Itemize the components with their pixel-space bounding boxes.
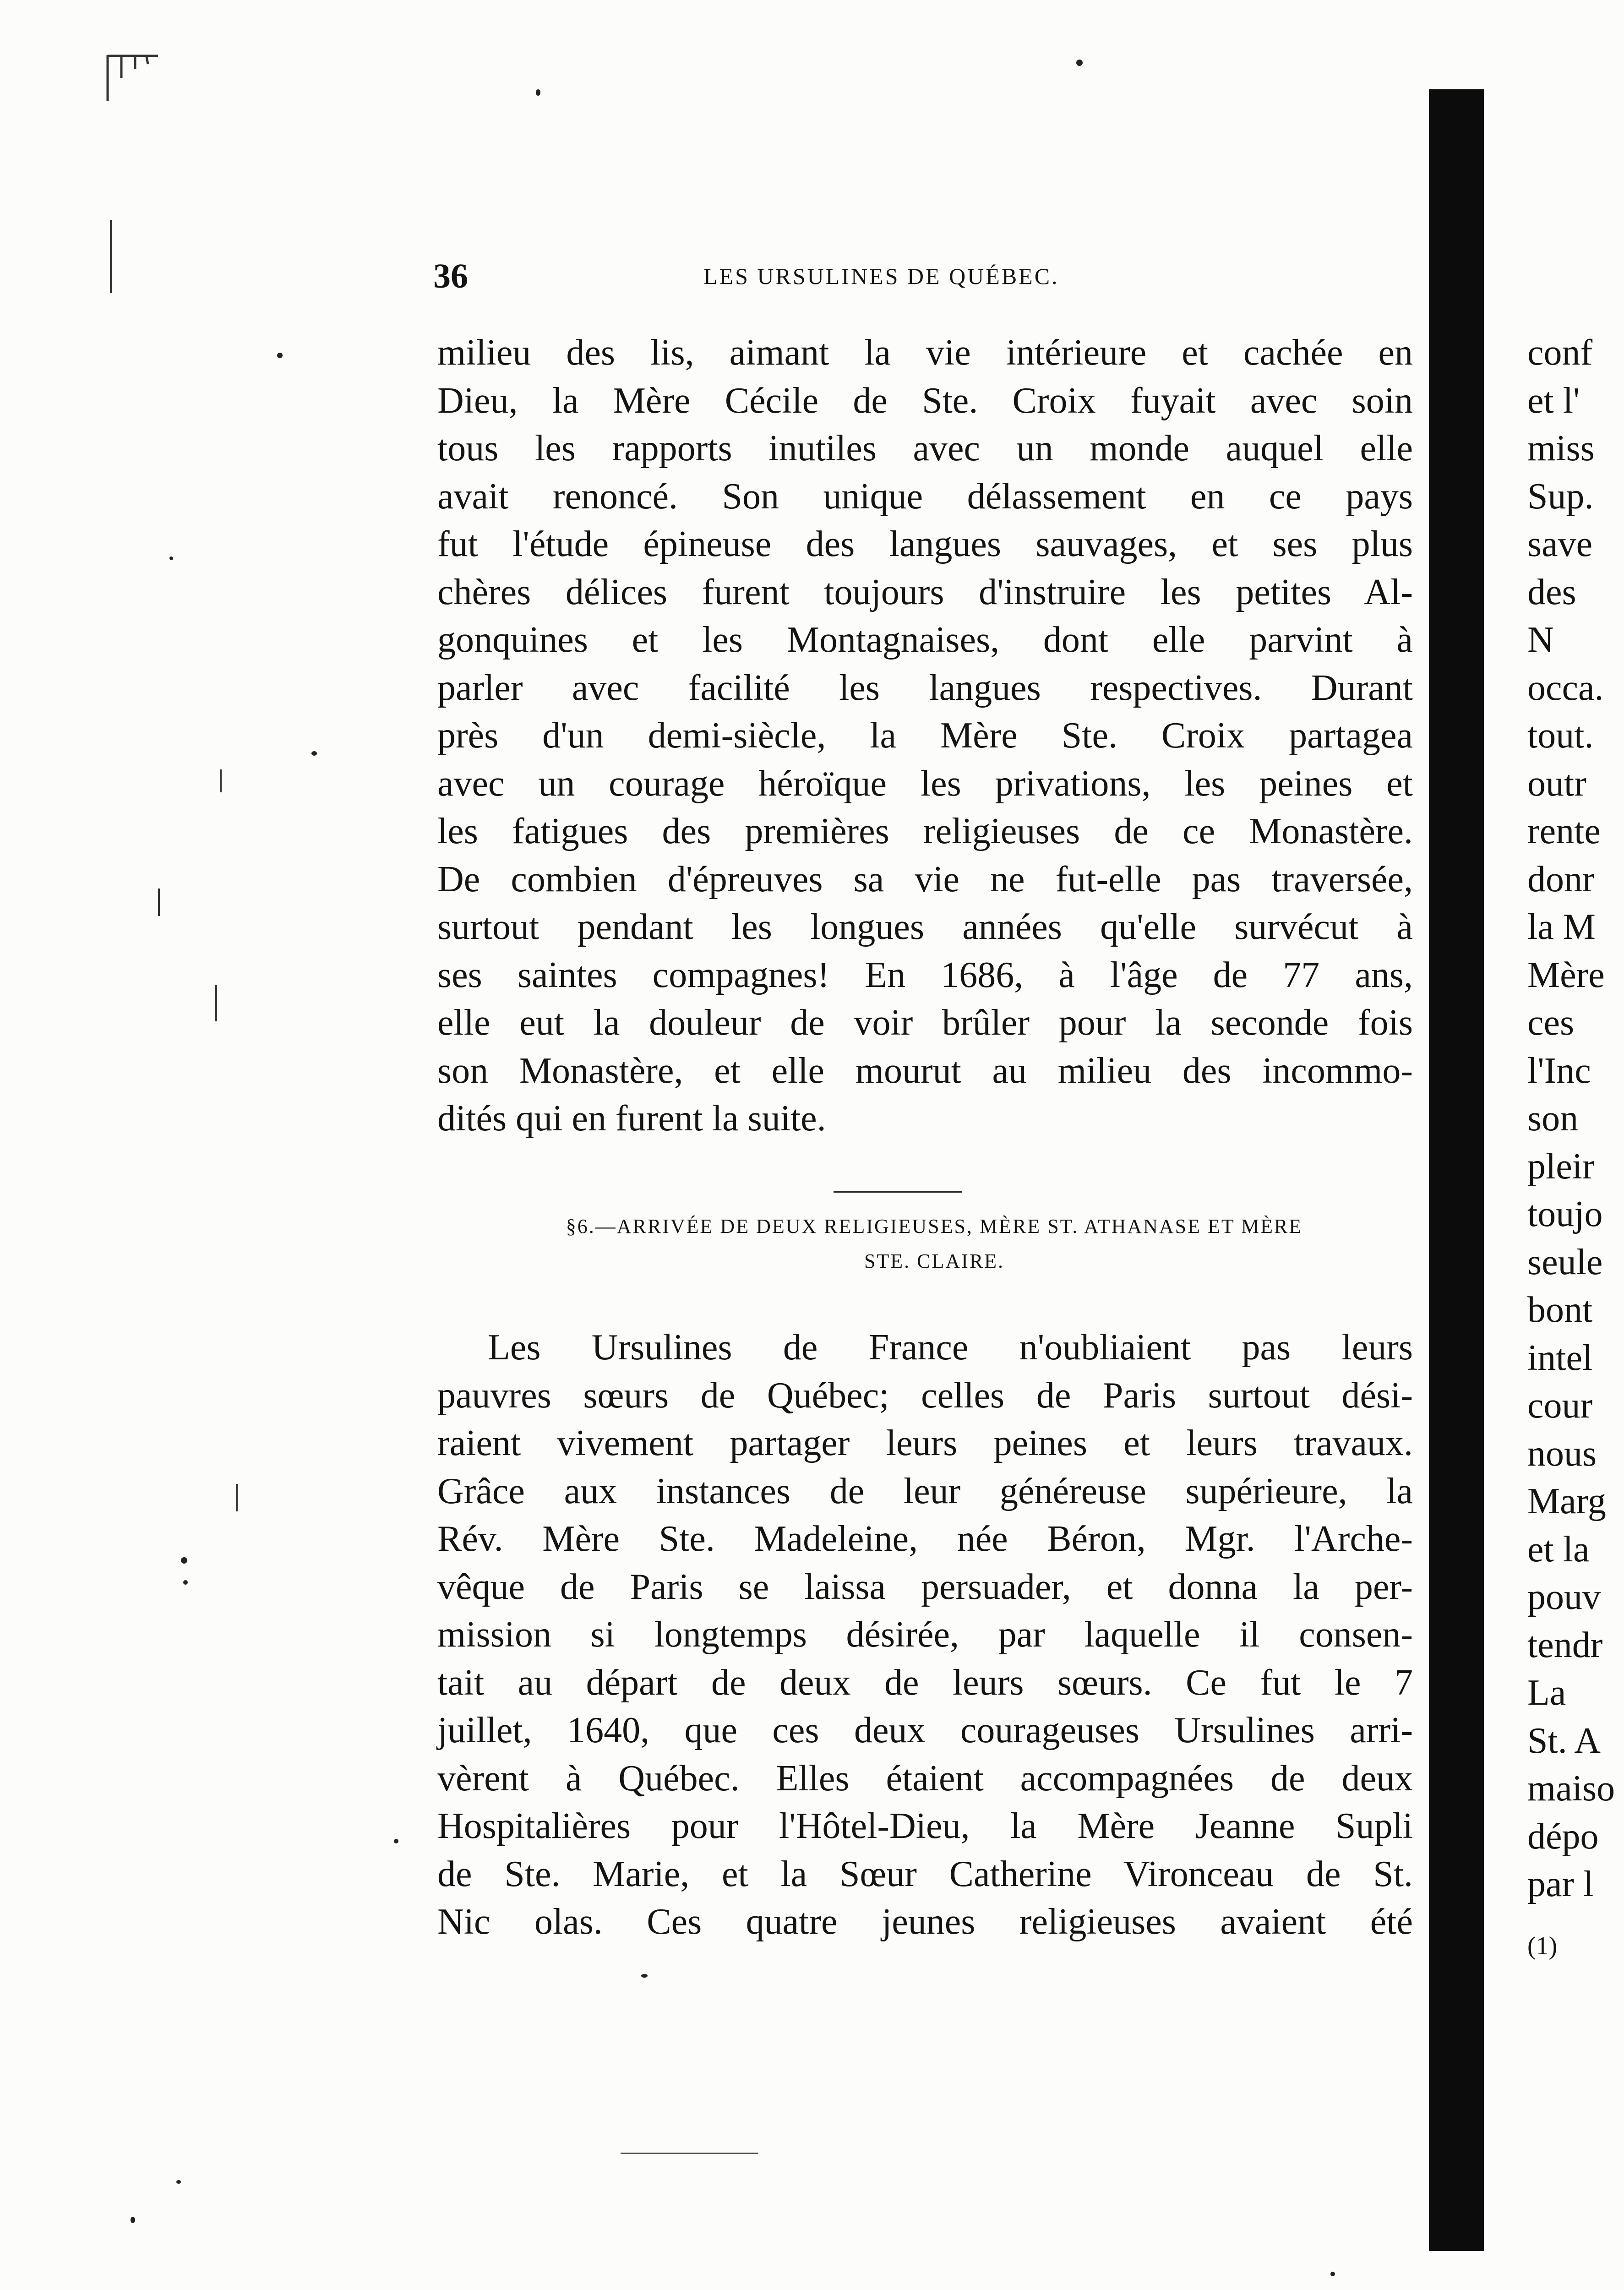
scan-speck (1076, 60, 1083, 66)
fragment-line: intel (1527, 1337, 1593, 1378)
fragment-line: seule (1527, 1242, 1603, 1282)
fragment-line: l'Inc (1527, 1050, 1591, 1091)
text-line: gonquines et les Montagnaises, dont elle parvint à (437, 620, 1413, 660)
paragraph-1 (437, 329, 1413, 1143)
footnote-marker: (1) (1527, 1931, 1558, 1960)
scan-speck (311, 751, 317, 756)
fragment-line: bont (1527, 1290, 1593, 1330)
scan-speck (277, 353, 283, 358)
fragment-line: N (1527, 620, 1554, 660)
corner-ink-mark (103, 50, 163, 105)
fragment-line: des (1527, 572, 1576, 612)
text-line: Les Ursulines de France n'oubliaient pas leurs (488, 1327, 1413, 1368)
text-line: Hospitalières pour l'Hôtel-Dieu, la Mère Jeanne Supli (437, 1806, 1413, 1846)
text-line: vèrent à Québec. Elles étaient accompagnées de deux (437, 1758, 1413, 1799)
scan-speck (641, 1974, 648, 1978)
fragment-line: rente (1527, 811, 1601, 851)
fragment-line: Sup. (1527, 476, 1594, 517)
scan-tick (220, 769, 222, 792)
scan-tick (110, 220, 112, 293)
text-line: Dieu, la Mère Cécile de Ste. Croix fuyait avec soin (437, 380, 1413, 421)
scan-speck (181, 1557, 187, 1564)
text-line: chères délices furent toujours d'instruire les petites Al- (437, 572, 1413, 612)
fragment-line: donr (1527, 859, 1595, 900)
scan-tick (215, 985, 217, 1021)
text-line: milieu des lis, aimant la vie intérieure et cachée en (437, 333, 1413, 373)
scan-speck (536, 89, 540, 96)
fragment-line: maiso (1527, 1768, 1615, 1809)
fragment-line: cour (1527, 1385, 1593, 1426)
scan-speck (394, 1839, 398, 1843)
text-line: Grâce aux instances de leur généreuse supérieure, la (437, 1471, 1413, 1511)
running-head (433, 256, 1413, 298)
text-line: ses saintes compagnes! En 1686, à l'âge de 77 ans, (437, 954, 1413, 995)
section-divider (834, 1191, 962, 1193)
text-line: juillet, 1640, que ces deux courageuses Ursulines arri- (437, 1710, 1413, 1750)
fragment-line: ces (1527, 1003, 1575, 1043)
fragment-line: tendr (1527, 1625, 1603, 1665)
text-line: avec un courage héroïque les privations, les peines et (437, 763, 1413, 804)
text-line: vêque de Paris se laissa persuader, et donna la per- (437, 1566, 1413, 1607)
scan-speck (176, 2180, 181, 2184)
fragment-line: La (1527, 1673, 1566, 1713)
scan-tick (236, 1484, 238, 1511)
fragment-line: et l' (1527, 380, 1580, 421)
binding-shadow-strip (1429, 89, 1484, 2251)
text-line: elle eut la douleur de voir brûler pour la seconde fois (437, 1003, 1413, 1043)
text-line: son Monastère, et elle mourut au milieu des incommo- (437, 1050, 1413, 1091)
text-line: pauvres sœurs de Québec; celles de Paris surtout dési- (437, 1375, 1413, 1416)
section-heading (458, 1209, 1411, 1279)
text-line: Rév. Mère Ste. Madeleine, née Béron, Mgr. l'Arche- (437, 1519, 1413, 1559)
fragment-line: et la (1527, 1529, 1590, 1570)
section-heading-line: §6.—ARRIVÉE DE DEUX RELIGIEUSES, MÈRE ST. ATHANASE ET MÈRE (566, 1215, 1303, 1238)
scan-speck (1330, 2272, 1335, 2276)
fragment-line: son (1527, 1098, 1579, 1139)
fragment-line: occa. (1527, 667, 1604, 708)
text-line: tous les rapports inutiles avec un monde auquel elle (437, 428, 1413, 469)
fragment-line: miss (1527, 428, 1595, 469)
paragraph-2 (437, 1324, 1413, 1946)
text-line: de Ste. Marie, et la Sœur Catherine Vironceau de St. (437, 1854, 1413, 1894)
text-line: fut l'étude épineuse des langues sauvages, et ses plus (437, 524, 1413, 564)
text-line: avait renoncé. Son unique délassement en ce pays (437, 476, 1413, 517)
scan-speck (183, 1580, 188, 1585)
text-line: parler avec facilité les langues respectives. Durant (437, 667, 1413, 708)
text-line: dités qui en furent la suite. (437, 1098, 826, 1139)
fragment-line: toujo (1527, 1194, 1603, 1234)
fragment-line: pleir (1527, 1146, 1595, 1187)
scan-speck (131, 2217, 135, 2223)
text-line: Nic olas. Ces quatre jeunes religieuses avaient été (437, 1902, 1413, 1942)
fragment-line: Marg (1527, 1481, 1606, 1521)
bottom-stray-rule (621, 2153, 758, 2154)
fragment-line: tout. (1527, 715, 1594, 756)
fragment-line: nous (1527, 1433, 1597, 1474)
fragment-line: dépo (1527, 1816, 1599, 1857)
fragment-line: Mère (1527, 954, 1605, 995)
running-title: LES URSULINES DE QUÉBEC. (703, 263, 1059, 289)
text-line: près d'un demi-siècle, la Mère Ste. Croix partagea (437, 715, 1413, 756)
fragment-line: conf (1527, 333, 1593, 373)
fragment-line: St. A (1527, 1720, 1601, 1761)
fragment-line: pouv (1527, 1577, 1601, 1617)
text-line: raient vivement partager leurs peines et leurs travaux. (437, 1423, 1413, 1463)
fragment-line: la M (1527, 907, 1596, 947)
text-line: surtout pendant les longues années qu'elle survécut à (437, 907, 1413, 947)
text-line: De combien d'épreuves sa vie ne fut-elle pas traversée, (437, 859, 1413, 900)
fragment-line: par l (1527, 1864, 1594, 1904)
fragment-line: save (1527, 524, 1593, 564)
text-line: tait au départ de deux de leurs sœurs. Ce fut le 7 (437, 1662, 1413, 1703)
text-line: mission si longtemps désirée, par laquelle il consen- (437, 1614, 1413, 1655)
section-heading-line: STE. CLAIRE. (864, 1250, 1005, 1272)
scan-speck (169, 556, 173, 560)
next-page-fragment (1527, 329, 1624, 1970)
page-number: 36 (433, 257, 468, 295)
text-line: les fatigues des premières religieuses de ce Monastère. (437, 811, 1413, 851)
scan-tick (158, 889, 160, 916)
fragment-line: outr (1527, 763, 1586, 804)
